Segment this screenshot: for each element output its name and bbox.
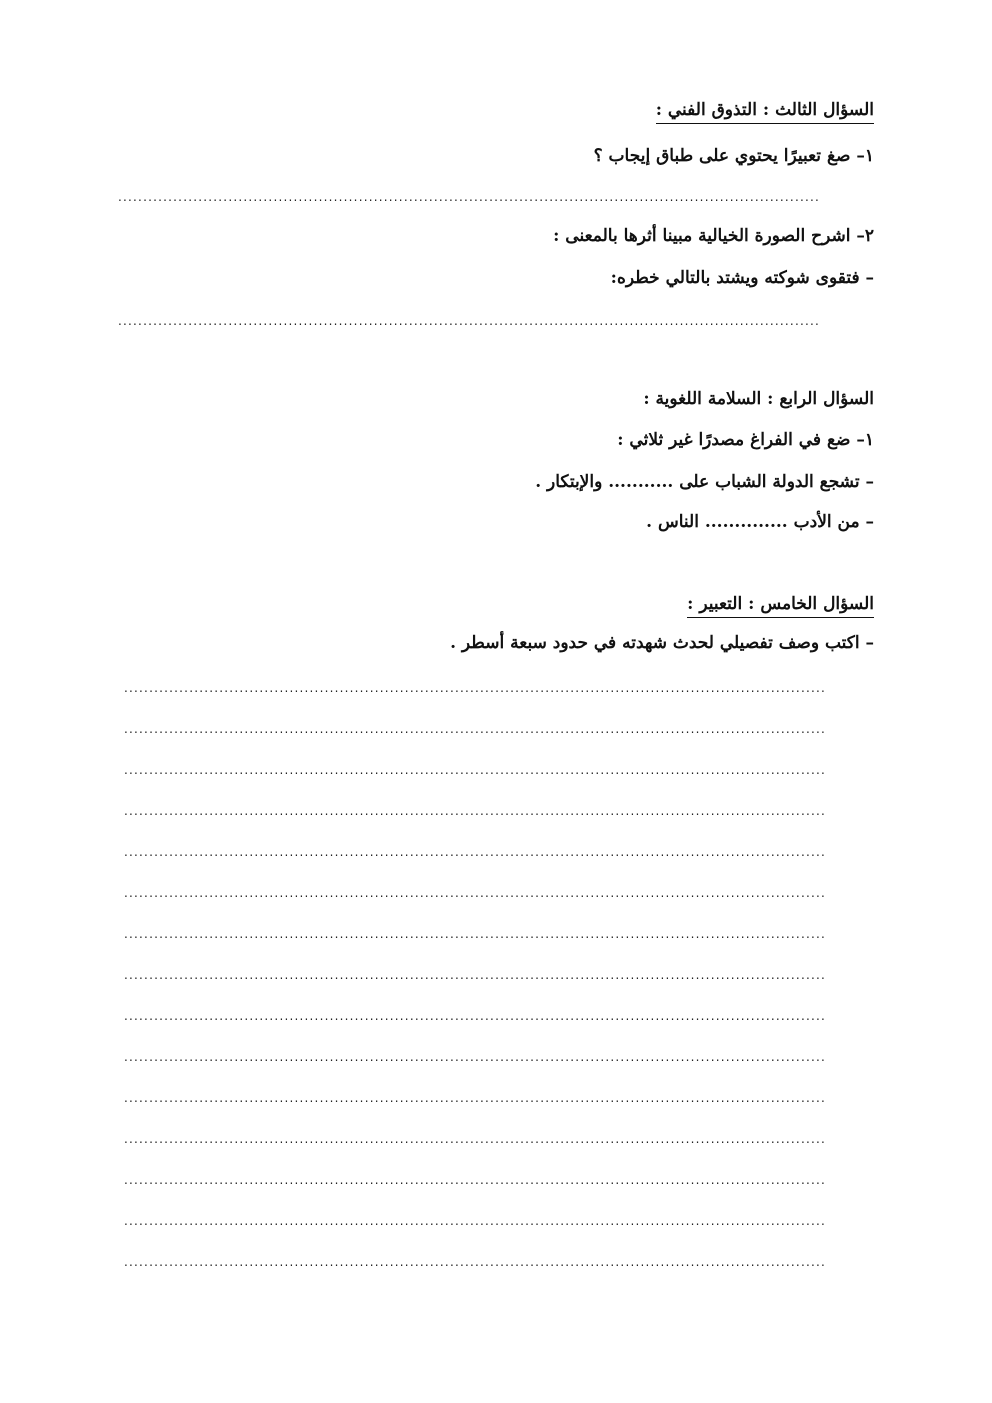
essay-line[interactable]: ............................................................................................................................................: [124, 722, 827, 736]
essay-line[interactable]: ............................................................................................................................................: [124, 1132, 827, 1146]
essay-line[interactable]: ............................................................................................................................................: [124, 1091, 827, 1105]
essay-line[interactable]: ............................................................................................................................................: [124, 845, 827, 859]
question-4-sentence-1: – تشجع الدولة الشباب على ........... والإبتكار .: [535, 472, 874, 492]
answer-line[interactable]: ............................................................................................................................................: [118, 190, 821, 204]
question-3-heading-text: السؤال الثالث : التذوق الفني :: [656, 100, 874, 124]
essay-line[interactable]: ............................................................................................................................................: [124, 927, 827, 941]
essay-line[interactable]: ............................................................................................................................................: [124, 1009, 827, 1023]
essay-line[interactable]: ............................................................................................................................................: [124, 1255, 827, 1269]
question-4-item-1: ١– ضع في الفراغ مصدرًا غير ثلاثي :: [617, 430, 874, 450]
essay-line[interactable]: ............................................................................................................................................: [124, 1173, 827, 1187]
essay-line[interactable]: ............................................................................................................................................: [124, 681, 827, 695]
question-3-heading: [656, 100, 874, 120]
essay-line[interactable]: ............................................................................................................................................: [124, 886, 827, 900]
question-4-sentence-2: – من الأدب .............. الناس .: [646, 512, 874, 532]
answer-line[interactable]: ............................................................................................................................................: [118, 314, 821, 328]
essay-line[interactable]: ............................................................................................................................................: [124, 1050, 827, 1064]
question-5-heading-text: السؤال الخامس : التعبير :: [687, 594, 874, 618]
question-3-item-1: ١– صغ تعبيرًا يحتوي على طباق إيجاب ؟: [593, 146, 874, 166]
essay-line[interactable]: ............................................................................................................................................: [124, 804, 827, 818]
question-5-heading: [687, 594, 874, 614]
essay-line[interactable]: ............................................................................................................................................: [124, 1214, 827, 1228]
essay-line[interactable]: ............................................................................................................................................: [124, 763, 827, 777]
question-3-item-2: ٢– اشرح الصورة الخيالية مبينا أثرها بالمعنى :: [553, 226, 874, 246]
question-5-prompt: – اكتب وصف تفصيلي لحدث شهدته في حدود سبعة أسطر .: [450, 633, 874, 653]
question-4-heading: السؤال الرابع : السلامة اللغوية :: [643, 389, 874, 409]
question-3-item-2-quote: – فتقوى شوكته ويشتد بالتالي خطره:: [610, 268, 874, 288]
essay-line[interactable]: ............................................................................................................................................: [124, 968, 827, 982]
